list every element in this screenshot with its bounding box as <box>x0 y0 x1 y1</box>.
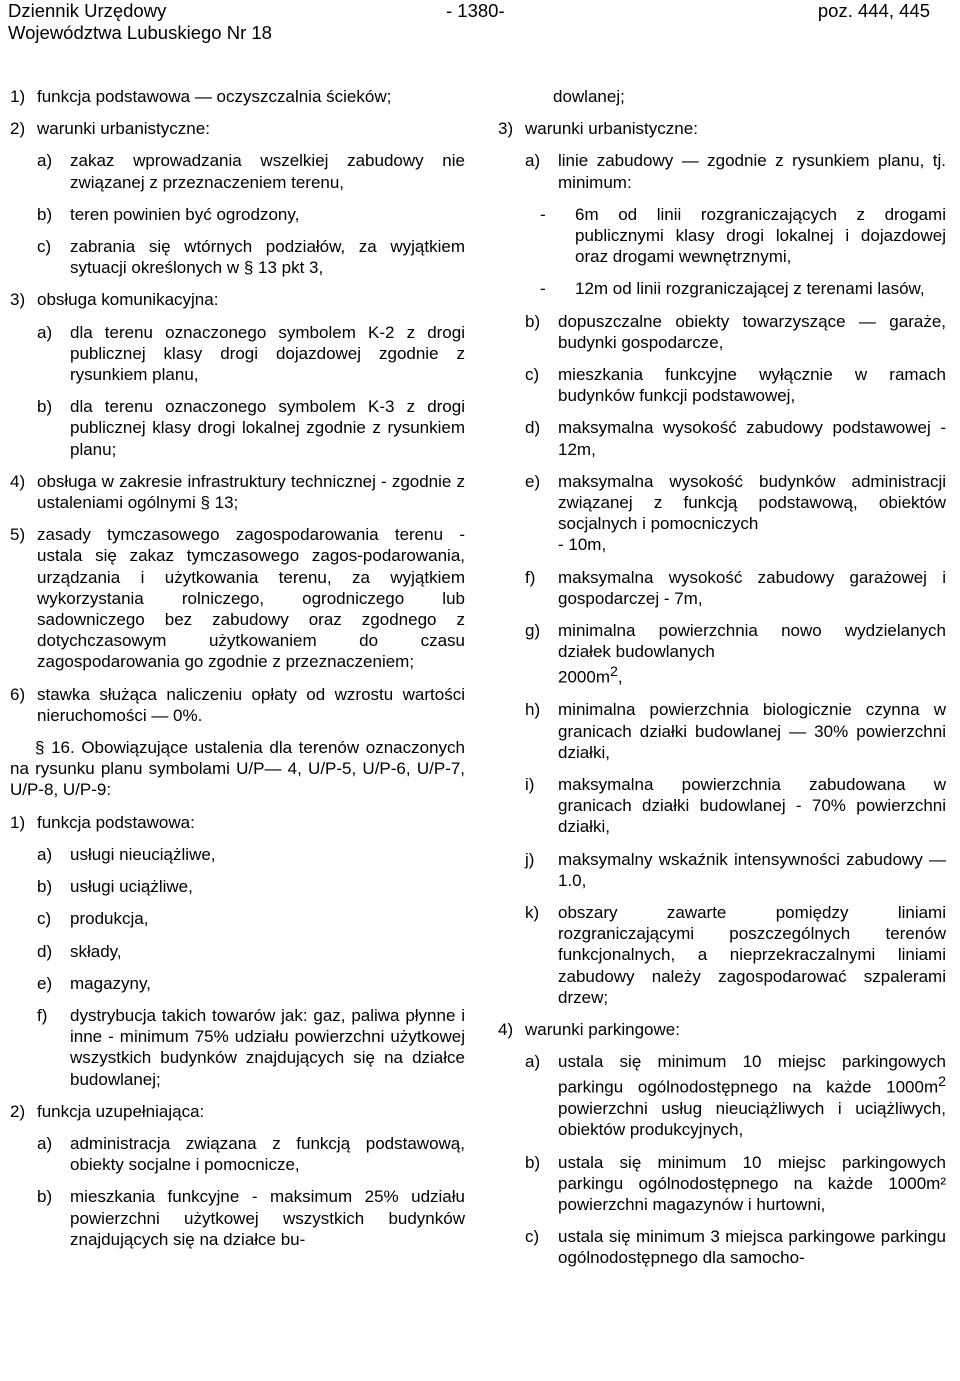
list-item <box>10 86 465 107</box>
list-subitem <box>10 973 465 994</box>
list-subitem <box>498 150 946 192</box>
item-text: magazyny, <box>70 973 151 993</box>
page-number: - 1380- <box>446 0 505 21</box>
item-text: funkcja uzupełniająca: <box>37 1101 205 1121</box>
list-subitem <box>10 876 465 897</box>
item-number: 1) <box>10 812 26 832</box>
journal-title-line1: Dziennik Urzędowy <box>8 0 167 21</box>
item-text: administracja związana z funkcją podstawową, obiekty socjalne i pomocnicze, <box>70 1133 465 1175</box>
list-subitem <box>10 204 465 225</box>
item-text: zasady tymczasowego zagospodarowania terenu - ustala się zakaz tymczasowego zagos-podarowania, urządzania i użytkowania terenu, za wyjątkiem wykorzystania rolniczego, ogrodniczego lub sadowniczego bez zabudowy oraz zgodnego z dotychczasowym użytkowaniem do czasu zagospodarowania go zgodnie z przeznaczeniem; <box>37 525 465 672</box>
list-subitem <box>498 1051 946 1140</box>
item-letter: g) <box>525 621 541 641</box>
item-text-main: minimalna powierzchnia nowo wydzielanych działek budowlanych <box>558 621 946 662</box>
item-letter: j) <box>525 849 535 869</box>
list-dash-item <box>498 278 946 299</box>
item-letter: a) <box>37 322 53 342</box>
item-letter: k) <box>525 902 540 922</box>
item-text: warunki urbanistyczne: <box>525 119 698 139</box>
item-text: ustala się minimum 3 miejsca parkingowe parkingu ogólnodostępnego dla samocho- <box>558 1227 946 1268</box>
item-text: 12m od linii rozgraniczającej z terenami lasów, <box>575 279 925 299</box>
list-subitem <box>498 774 946 838</box>
list-subitem <box>498 311 946 353</box>
paragraph-16: § 16. Obowiązujące ustalenia dla terenów oznaczonych na rysunku planu symbolami U/P— 4, U/P-5, U/P-6, U/P-7, U/P-8, U/P-9: <box>10 738 465 800</box>
item-text: warunki urbanistyczne: <box>37 119 210 139</box>
item-letter: e) <box>37 973 53 993</box>
item-text: stawka służąca naliczeniu opłaty od wzrostu wartości nieruchomości — 0%. <box>37 684 465 725</box>
item-letter: c) <box>525 1227 540 1247</box>
item-text-main: ustala się minimum 10 miejsc parkingowych parkingu ogólnodostępnego na każde 1000m <box>558 1052 946 1098</box>
left-column <box>10 86 465 1261</box>
item-letter: f) <box>525 567 536 587</box>
list-subitem <box>498 620 946 688</box>
item-letter: c) <box>37 237 52 257</box>
list-subitem <box>10 844 465 865</box>
right-column <box>498 86 946 1280</box>
list-subitem <box>10 1133 465 1175</box>
item-letter: a) <box>37 844 53 864</box>
continuation-text: dowlanej; <box>553 87 625 106</box>
area-value: 2000m <box>558 668 610 688</box>
item-text: dopuszczalne obiekty towarzyszące — garaże, budynki gospodarcze, <box>558 311 946 352</box>
list-subitem <box>10 322 465 386</box>
item-number: 2) <box>10 1101 26 1121</box>
list-dash-item <box>498 204 946 268</box>
item-text: dystrybucja takich towarów jak: gaz, paliwa płynne i inne - minimum 75% udziału powierzchni użytkowej wszystkich budynków znajdujących się na działce budowlanej; <box>70 1005 465 1089</box>
item-text: teren powinien być ogrodzony, <box>70 204 300 224</box>
item-number: 4) <box>498 1019 514 1039</box>
item-text: linie zabudowy — zgodnie z rysunkiem planu, tj. minimum: <box>558 151 946 192</box>
item-number: 5) <box>10 525 26 545</box>
journal-title-line2: Województwa Lubuskiego Nr 18 <box>8 22 272 43</box>
item-text: funkcja podstawowa — oczyszczalnia ścieków; <box>37 87 392 106</box>
item-letter: b) <box>37 397 53 417</box>
item-letter: e) <box>525 471 541 491</box>
item-text: obsługa komunikacyjna: <box>37 290 219 310</box>
list-subitem <box>498 699 946 763</box>
item-number: 1) <box>10 87 26 106</box>
item-text: maksymalny wskaźnik intensywności zabudowy — 1.0, <box>558 849 946 890</box>
item-letter: b) <box>37 877 53 897</box>
list-subitem <box>498 849 946 891</box>
item-number: 3) <box>498 119 514 139</box>
list-item <box>10 812 465 833</box>
item-text: minimalna powierzchnia biologicznie czynna w granicach działki budowlanej — 30% powierzchni działki, <box>558 700 946 762</box>
item-number: 4) <box>10 471 26 491</box>
item-text: maksymalna wysokość zabudowy podstawowej - 12m, <box>558 418 946 459</box>
item-text: mieszkania funkcyjne - maksimum 25% udziału powierzchni użytkowej wszystkich budynków znajdujących się na działce bu- <box>70 1187 465 1249</box>
item-text: warunki parkingowe: <box>525 1019 680 1039</box>
item-letter: a) <box>525 151 541 171</box>
list-subitem <box>10 396 465 460</box>
item-letter: f) <box>37 1005 48 1025</box>
item-number: 3) <box>10 290 26 310</box>
item-letter: a) <box>37 151 53 171</box>
item-text <box>558 1051 946 1140</box>
list-subitem <box>498 1226 946 1268</box>
journal-title <box>8 0 272 44</box>
item-text: zabrania się wtórnych podziałów, za wyjątkiem sytuacji określonych w § 13 pkt 3, <box>70 237 465 278</box>
item-text: obsługa w zakresie infrastruktury technicznej - zgodnie z ustaleniami ogólnymi § 13; <box>37 471 465 513</box>
item-text: maksymalna powierzchnia zabudowana w granicach działki budowlanej - 70% powierzchni działki, <box>558 774 946 837</box>
item-letter: b) <box>37 1187 53 1207</box>
item-text: 6m od linii rozgraniczających z drogami publicznymi klasy drogi lokalnej i dojazdowej oraz drogami wewnętrznymi, <box>575 204 946 267</box>
list-item <box>10 471 465 513</box>
list-subitem <box>10 236 465 278</box>
list-item <box>498 118 946 139</box>
item-letter: b) <box>37 204 53 224</box>
list-subitem <box>10 150 465 192</box>
dash-marker: - <box>540 204 546 224</box>
item-text: dla terenu oznaczonego symbolem K-2 z drogi publicznej klasy drogi dojazdowej zgodnie z rysunkiem planu, <box>70 322 465 385</box>
superscript: 2 <box>938 1074 946 1091</box>
item-text: mieszkania funkcyjne wyłącznie w ramach budynków funkcji podstawowej, <box>558 365 946 406</box>
item-text: dla terenu oznaczonego symbolem K-3 z drogi publicznej klasy drogi lokalnej zgodnie z rysunkiem planu; <box>70 397 465 459</box>
item-text-main: maksymalna wysokość budynków administracji związanej z funkcją podstawową, obiektów socjalnych i pomocniczych <box>558 471 946 534</box>
list-subitem <box>498 364 946 406</box>
item-text: składy, <box>70 941 122 961</box>
item-letter: a) <box>37 1133 53 1153</box>
list-subitem <box>498 902 946 1008</box>
superscript: 2 <box>609 664 618 681</box>
punctuation: , <box>617 668 623 688</box>
list-item <box>10 289 465 310</box>
list-subitem <box>10 908 465 929</box>
list-subitem <box>498 471 946 556</box>
item-letter: a) <box>525 1052 541 1072</box>
item-text: obszary zawarte pomiędzy liniami rozgraniczającymi poszczególnych terenów funkcjonalnych, a nieprzekraczalnymi liniami zabudowy należy zagospodarować szpalerami drzew; <box>558 902 946 1007</box>
item-letter: h) <box>525 700 541 720</box>
list-subitem <box>10 1005 465 1090</box>
item-text-rest: powierzchni usług nieuciążliwych i uciążliwych, obiektów produkcyjnych, <box>558 1099 946 1140</box>
list-item <box>10 118 465 139</box>
list-subitem <box>498 567 946 609</box>
page-header <box>8 0 930 48</box>
item-text: usługi uciążliwe, <box>70 877 193 897</box>
item-number: 2) <box>10 119 26 139</box>
list-item <box>10 1101 465 1122</box>
item-letter: c) <box>525 365 540 385</box>
item-letter: b) <box>525 311 541 331</box>
list-subitem <box>498 417 946 459</box>
list-item <box>10 684 465 726</box>
dash-marker: - <box>540 279 546 299</box>
position-number: poz. 444, 445 <box>817 0 930 21</box>
list-subitem <box>498 1152 946 1216</box>
item-text <box>558 620 946 688</box>
list-item <box>10 524 465 672</box>
list-subitem <box>10 1186 465 1250</box>
list-item <box>498 1019 946 1040</box>
item-letter: d) <box>37 941 53 961</box>
item-text: produkcja, <box>70 909 149 929</box>
item-text: maksymalna wysokość zabudowy garażowej i gospodarczej - 7m, <box>558 567 946 608</box>
item-text: ustala się minimum 10 miejsc parkingowych parkingu ogólnodostępnego na każde 1000m² powierzchni magazynów i hurtowni, <box>558 1152 946 1215</box>
item-text: usługi nieuciążliwe, <box>70 844 216 864</box>
item-text <box>558 471 946 556</box>
item-number: 6) <box>10 684 26 704</box>
item-text-cont: - 10m, <box>558 535 607 555</box>
item-text: zakaz wprowadzania wszelkiej zabudowy nie związanej z przeznaczeniem terenu, <box>70 151 465 192</box>
list-subitem <box>10 941 465 962</box>
item-letter: d) <box>525 418 541 438</box>
item-letter: b) <box>525 1152 541 1172</box>
item-letter: i) <box>525 774 535 794</box>
item-letter: c) <box>37 909 52 929</box>
item-text: funkcja podstawowa: <box>37 812 195 832</box>
